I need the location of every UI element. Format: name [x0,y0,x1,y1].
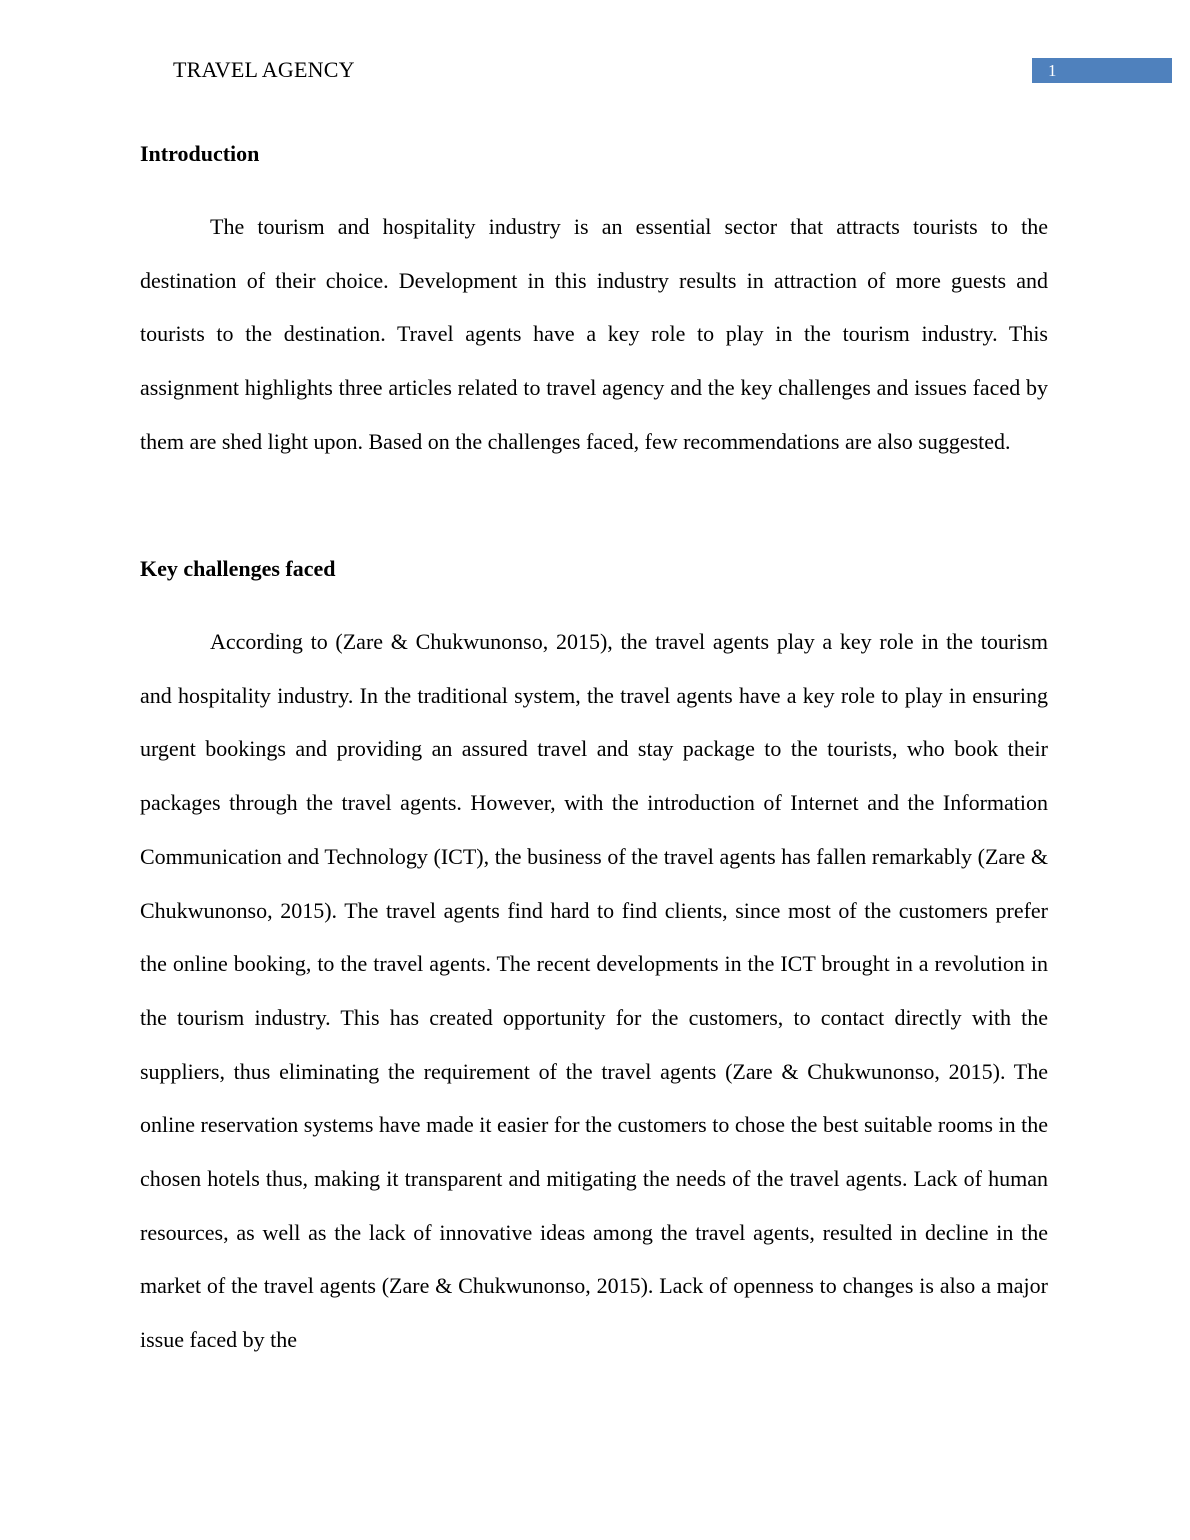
page-number: 1 [1048,61,1057,80]
page-number-badge [1032,58,1172,83]
running-header-title: TRAVEL AGENCY [173,57,355,82]
section-heading-key-challenges: Key challenges faced [140,556,336,581]
section-heading-introduction: Introduction [140,141,260,166]
paragraph-key-challenges: According to (Zare & Chukwunonso, 2015), the travel agents play a key role in the tourism and hospitality industry. In the traditional system, the travel agents have a key role to play in ensuring urgent bookings and providing an assured travel and stay package to the tourists, who book their packages through the travel agents. However, with the introduction of Internet and the Information Communication and Technology (ICT), the business of the travel agents has fallen remarkably (Zare & Chukwunonso, 2015). The travel agents find hard to find clients, since most of the customers prefer the online booking, to the travel agents. The recent developments in the ICT brought in a revolution in the tourism industry. This has created opportunity for the customers, to contact directly with the suppliers, thus eliminating the requirement of the travel agents (Zare & Chukwunonso, 2015). The online reservation systems have made it easier for the customers to chose the best suitable rooms in the chosen hotels thus, making it transparent and mitigating the needs of the travel agents. Lack of human resources, as well as the lack of innovative ideas among the travel agents, resulted in decline in the market of the travel agents (Zare & Chukwunonso, 2015). Lack of openness to changes is also a major issue faced by the [140,629,1048,1353]
paragraph-introduction: The tourism and hospitality industry is an essential sector that attracts tourists to the destination of their choice. Development in this industry results in attraction of more guests and tourists to the destination. Travel agents have a key role to play in the tourism industry. This assignment highlights three articles related to travel agency and the key challenges and issues faced by them are shed light upon. Based on the challenges faced, few recommendations are also suggested. [140,214,1048,454]
